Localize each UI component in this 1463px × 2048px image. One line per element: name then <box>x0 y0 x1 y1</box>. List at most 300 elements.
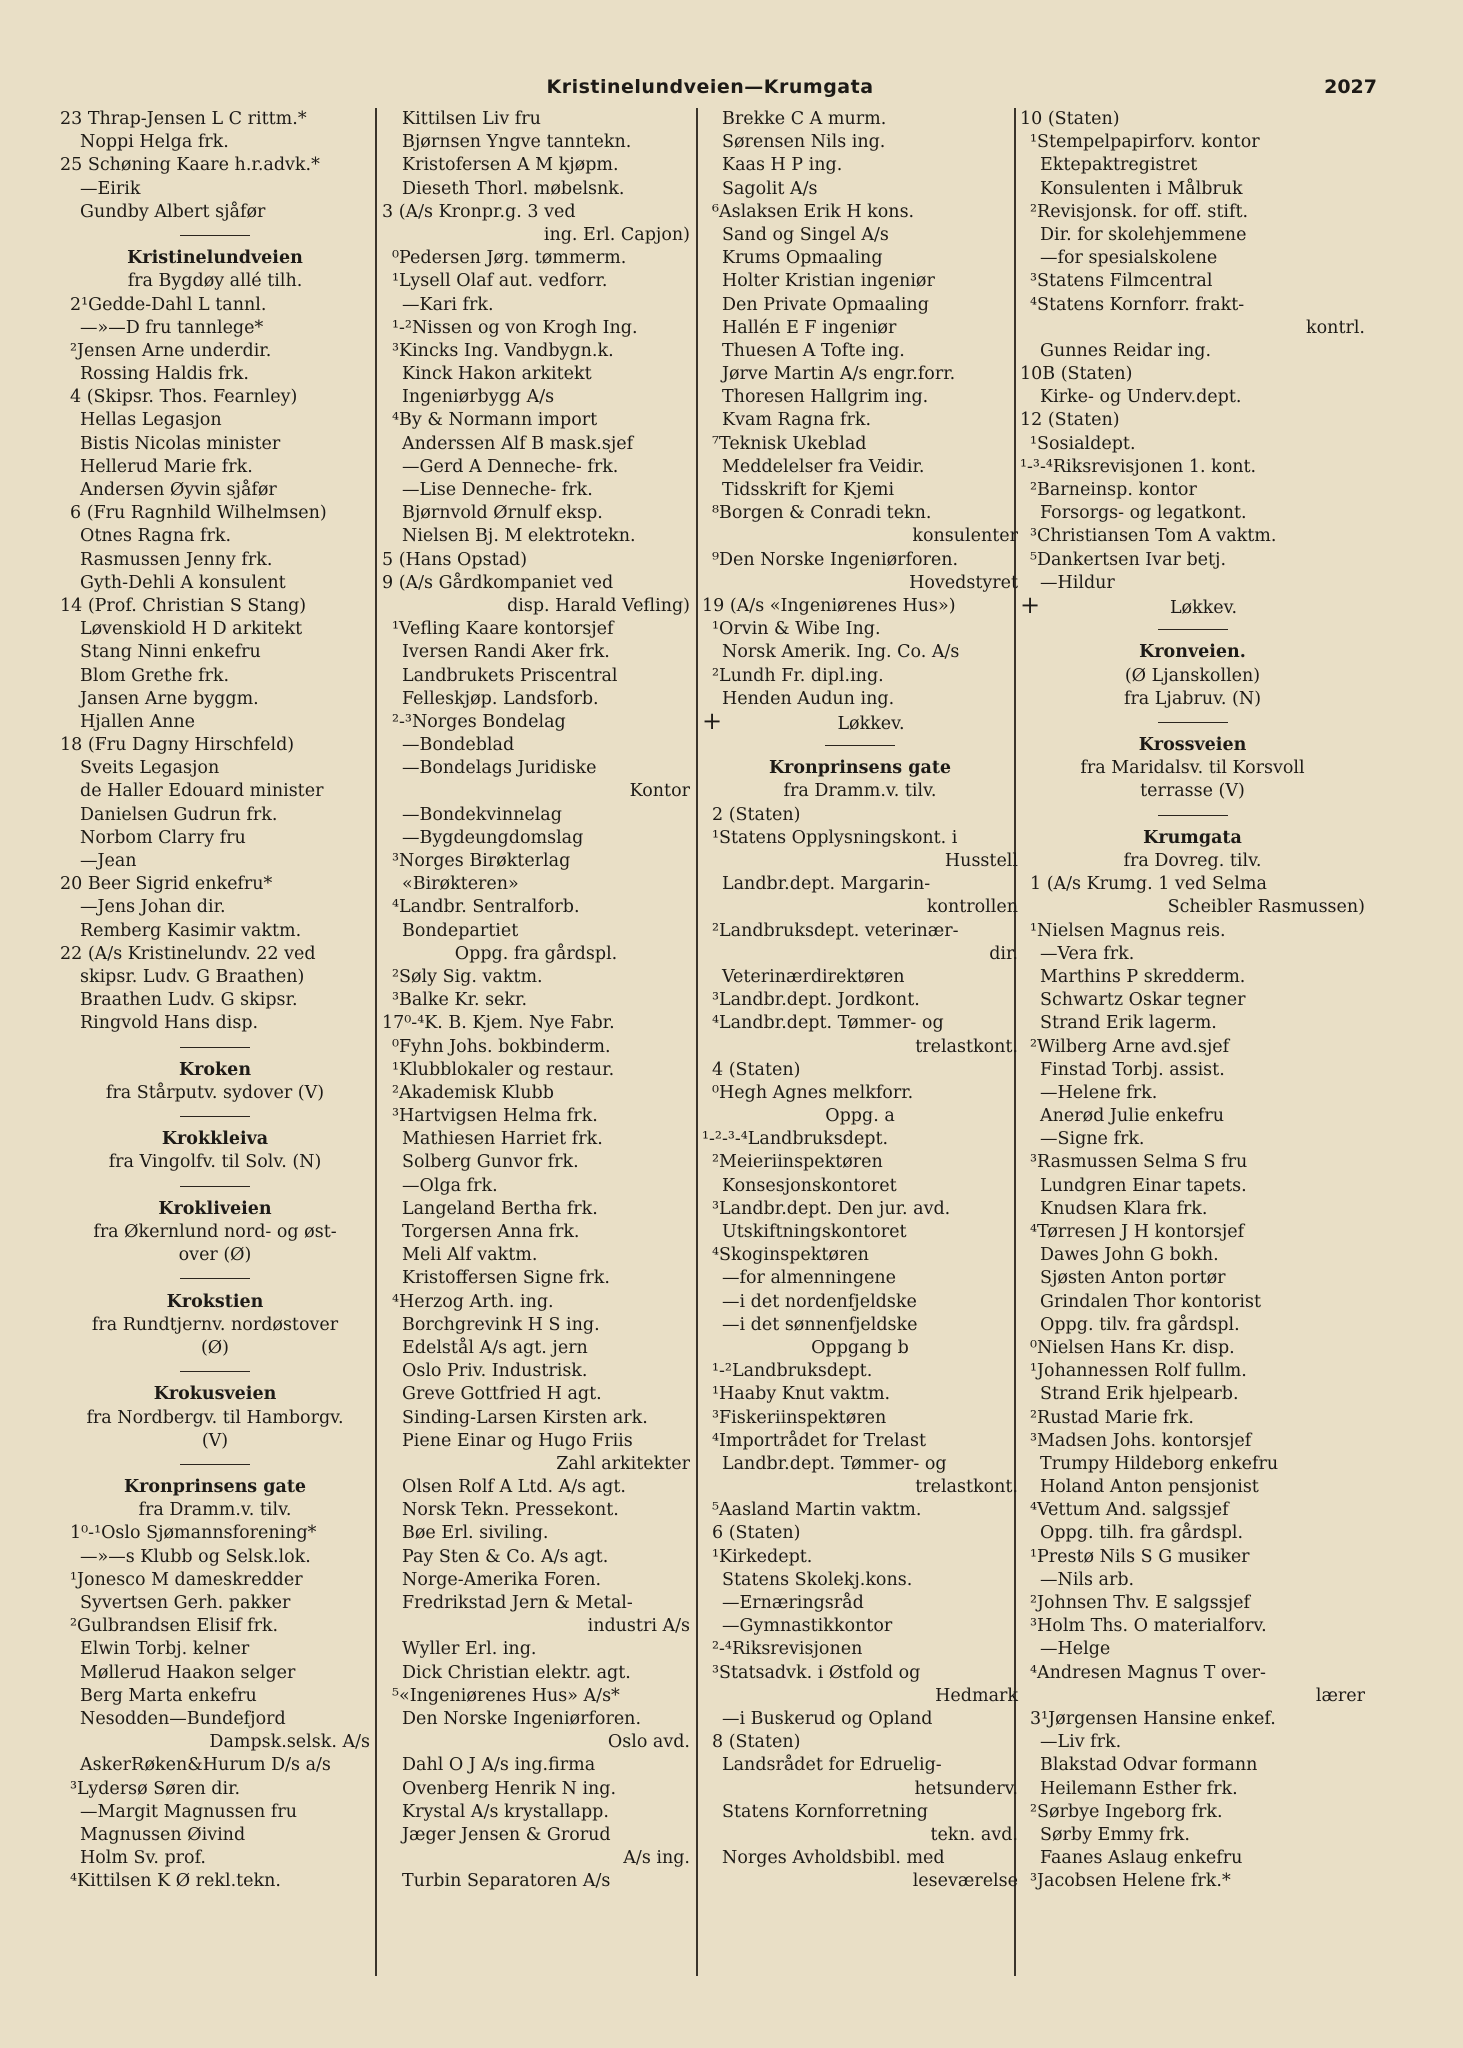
directory-entry: Henden Audun ing. <box>722 688 895 709</box>
directory-entry: —Helene frk. <box>1040 1082 1158 1103</box>
directory-entry: 1 (A/s Krumg. 1 ved Selma <box>1030 874 1267 895</box>
section-divider <box>1020 804 1365 827</box>
directory-entry: Dawes John G bokh. <box>1040 1245 1219 1266</box>
directory-entry: Sørensen Nils ing. <box>722 132 886 153</box>
directory-entry: —for almenningene <box>722 1268 897 1289</box>
directory-entry: —Olga frk. <box>402 1175 498 1196</box>
directory-entry: Grindalen Thor kontorist <box>1040 1291 1261 1312</box>
page-number: 2027 <box>1324 76 1377 98</box>
directory-entry: kontrl. <box>1306 317 1365 338</box>
directory-entry: ¹Stempelpapirforv. kontor <box>1030 132 1260 153</box>
directory-entry: Dampsk.selsk. A/s <box>209 1732 370 1753</box>
directory-entry: ³Holm Ths. O materialforv. <box>1030 1616 1267 1637</box>
directory-entry: Kirke- og Underv.dept. <box>1040 387 1242 408</box>
directory-column-2 <box>382 108 690 1893</box>
directory-entry: kontrollen <box>926 897 1018 918</box>
cross-marker-icon: + <box>702 706 723 735</box>
cross-marker-icon: + <box>1020 590 1041 619</box>
directory-entry: Noppi Helga frk. <box>80 132 229 153</box>
directory-entry: ³Jacobsen Helene frk.* <box>1030 1871 1231 1892</box>
directory-entry: fra Dramm.v. tilv. <box>783 781 937 802</box>
directory-entry: ⁶Aslaksen Erik H kons. <box>712 201 915 222</box>
directory-entry: Syvertsen Gerh. pakker <box>80 1593 291 1613</box>
directory-entry: ²Rustad Marie frk. <box>1030 1407 1194 1428</box>
directory-entry: ¹Vefling Kaare kontorsjef <box>392 619 614 640</box>
directory-entry: Lundgren Einar tapets. <box>1040 1175 1247 1196</box>
directory-entry: —i det nordenfjeldske <box>722 1291 917 1312</box>
directory-entry: Gundby Albert sjåfør <box>80 201 266 222</box>
directory-entry: Jæger Jensen & Grorud <box>402 1824 611 1845</box>
directory-entry: Krystal A/s krystallapp. <box>402 1801 609 1822</box>
directory-entry: Mathiesen Harriet frk. <box>402 1129 603 1150</box>
directory-entry: Bjørnsen Yngve tanntekn. <box>402 132 632 153</box>
directory-entry: Oppg. tilv. fra gårdspl. <box>1040 1314 1240 1335</box>
directory-entry: Landbr.dept. Margarin- <box>722 874 931 895</box>
directory-entry: Braathen Ludv. G skipsr. <box>80 990 298 1011</box>
directory-entry: Landsrådet for Edruelig- <box>722 1755 942 1776</box>
directory-entry: ⁰Nielsen Hans Kr. disp. <box>1030 1337 1235 1358</box>
directory-entry: Elwin Torbj. kelner <box>80 1639 250 1660</box>
directory-entry: Iversen Randi Aker frk. <box>402 642 610 663</box>
directory-entry: Dahl O J A/s ing.firma <box>402 1755 596 1776</box>
directory-entry: ⁴Andresen Magnus T over- <box>1030 1662 1266 1683</box>
section-divider <box>60 1453 370 1476</box>
directory-entry: Stang Ninni enkefru <box>80 642 261 663</box>
directory-entry: —Vera frk. <box>1040 943 1135 964</box>
directory-entry: ³Madsen Johs. kontorsjef <box>1030 1430 1252 1451</box>
directory-entry: ⁰Hegh Agnes melkforr. <box>712 1082 914 1103</box>
directory-entry: 23 Thrap-Jensen L C rittm.* <box>60 109 307 129</box>
directory-entry: ¹Nielsen Magnus reis. <box>1030 920 1226 941</box>
directory-entry: Norge-Amerika Foren. <box>402 1569 602 1590</box>
directory-entry: —for spesialskolene <box>1040 248 1218 269</box>
directory-entry: Magnussen Øivind <box>80 1824 246 1845</box>
directory-entry: 9 (A/s Gårdkompaniet ved <box>382 572 614 593</box>
directory-entry: ²Lundh Fr. dipl.ing. <box>712 665 884 686</box>
directory-entry: Gunnes Reidar ing. <box>1040 340 1212 361</box>
directory-entry: ¹Orvin & Wibe Ing. <box>712 619 881 640</box>
directory-entry: Strand Erik hjelpearb. <box>1040 1384 1239 1405</box>
directory-entry: Rossing Haldis frk. <box>80 364 249 385</box>
directory-entry: ¹Lysell Olaf aut. vedforr. <box>392 271 608 292</box>
directory-entry: ¹Klubblokaler og restaur. <box>392 1059 615 1080</box>
directory-entry: Remberg Kasimir vaktm. <box>80 920 302 941</box>
directory-entry: ²Jensen Arne underdir. <box>70 340 272 361</box>
street-heading: Kronprinsens gate <box>123 1477 307 1498</box>
directory-entry: ³Landbr.dept. Den jur. avd. <box>712 1198 951 1219</box>
directory-entry: ²-⁴Riksrevisjonen <box>712 1639 863 1660</box>
directory-entry: ⁴Herzog Arth. ing. <box>392 1291 554 1312</box>
directory-entry: 14 (Prof. Christian S Stang) <box>60 595 307 616</box>
directory-entry: 6 (Fru Ragnhild Wilhelmsen) <box>70 503 327 524</box>
directory-entry: 10 (Staten) <box>1020 109 1120 129</box>
directory-entry: ⁵Aasland Martin vaktm. <box>712 1500 922 1521</box>
directory-entry: «Birøkteren» <box>402 874 519 895</box>
directory-entry: 2¹Gedde-Dahl L tannl. <box>70 294 267 315</box>
directory-entry: Solberg Gunvor frk. <box>402 1152 579 1173</box>
directory-entry: fra Ljabruv. (N) <box>1123 688 1262 709</box>
directory-entry: ¹Statens Opplysningskont. i <box>712 827 958 848</box>
directory-entry: Veterinærdirektøren <box>722 966 905 987</box>
directory-entry: Langeland Bertha frk. <box>402 1198 598 1219</box>
directory-entry: fra Vingolfv. til Solv. (N) <box>108 1152 322 1173</box>
directory-entry: Pay Sten & Co. A/s agt. <box>402 1546 609 1567</box>
directory-entry: Norsk Tekn. Pressekont. <box>402 1500 619 1521</box>
directory-entry: ²Wilberg Arne avd.sjef <box>1030 1036 1230 1057</box>
directory-entry: 4 (Staten) <box>712 1059 801 1080</box>
directory-entry: Torgersen Anna frk. <box>402 1222 580 1242</box>
directory-entry: —Margit Magnussen fru <box>80 1801 297 1822</box>
directory-entry: fra Rundtjernv. nordøstover <box>91 1314 339 1335</box>
directory-entry: Kittilsen Liv fru <box>402 109 541 129</box>
directory-entry: Brekke C A murm. <box>722 109 887 129</box>
directory-entry: —Jens Johan dir. <box>80 897 226 918</box>
cross-street-name: Løkkev. <box>837 713 905 734</box>
column-divider <box>696 108 698 1976</box>
directory-entry: Bøe Erl. siviling. <box>402 1523 549 1544</box>
street-heading: Kroken <box>178 1059 252 1080</box>
directory-entry: Holter Kristian ingeniør <box>722 271 935 292</box>
directory-entry: Norsk Amerik. Ing. Co. A/s <box>722 642 960 663</box>
directory-entry: Meli Alf vaktm. <box>402 1245 538 1266</box>
directory-entry: Blakstad Odvar formann <box>1040 1755 1258 1776</box>
directory-entry: ⁴Landbr. Sentralforb. <box>392 897 580 918</box>
directory-entry: 10B (Staten) <box>1020 364 1133 385</box>
directory-entry: Husstell <box>944 851 1018 871</box>
directory-entry: Norges Avholdsbibl. med <box>722 1848 945 1869</box>
directory-entry: ³Christiansen Tom A vaktm. <box>1030 526 1277 547</box>
directory-entry: 6 (Staten) <box>712 1523 801 1544</box>
directory-entry: tekn. avd. <box>930 1824 1018 1845</box>
section-divider <box>702 734 1018 757</box>
directory-entry: Meddelelser fra Veidir. <box>722 456 925 477</box>
directory-entry: Andersen Øyvin sjåfør <box>80 480 277 500</box>
directory-entry: Borchgrevink H S ing. <box>402 1314 600 1335</box>
directory-entry: lærer <box>1315 1685 1365 1706</box>
directory-entry: ¹-²-³-⁴Landbruksdept. <box>702 1129 889 1150</box>
directory-entry: ¹-²Nissen og von Krogh Ing. <box>392 317 638 338</box>
directory-entry: Sjøsten Anton portør <box>1040 1268 1226 1289</box>
directory-entry: 22 (A/s Kristinelundv. 22 ved <box>60 943 316 964</box>
directory-entry: Dir. for skolehjemmene <box>1040 224 1247 245</box>
directory-entry: 8 (Staten) <box>712 1732 801 1753</box>
directory-entry: Oppg. fra gårdspl. <box>454 943 618 964</box>
street-heading: Kronveien. <box>1139 642 1246 663</box>
directory-entry: ³Statsadvk. i Østfold og <box>712 1662 921 1683</box>
directory-entry: Konsulenten i Målbruk <box>1040 178 1243 199</box>
directory-entry: Kaas H P ing. <box>722 155 843 176</box>
directory-entry: ⁵«Ingeniørenes Hus» A/s* <box>392 1685 620 1706</box>
section-divider <box>1020 711 1365 734</box>
directory-entry: Sinding-Larsen Kirsten ark. <box>402 1407 648 1428</box>
street-heading: Krokstien <box>166 1291 264 1312</box>
section-divider <box>60 224 370 247</box>
directory-entry: ⁴Kittilsen K Ø rekl.tekn. <box>70 1871 281 1892</box>
directory-entry: ²Revisjonsk. for off. stift. <box>1030 201 1249 222</box>
section-divider <box>60 1267 370 1290</box>
directory-entry: ³Kincks Ing. Vandbygn.k. <box>392 340 614 361</box>
directory-entry: ²Søly Sig. vaktm. <box>392 966 543 987</box>
directory-entry: ²Barneinsp. kontor <box>1030 480 1197 500</box>
directory-entry: ⁰Fyhn Johs. bokbinderm. <box>392 1036 611 1057</box>
directory-entry: Finstad Torbj. assist. <box>1040 1059 1225 1080</box>
directory-entry: ³Rasmussen Selma S fru <box>1030 1152 1248 1173</box>
directory-entry: ³Statens Filmcentral <box>1030 271 1213 292</box>
page-header-title: Kristinelundveien—Krumgata <box>546 76 874 98</box>
directory-entry: —Bygdeungdomslag <box>402 827 584 848</box>
directory-entry: dir. <box>989 943 1018 964</box>
directory-entry: Ringvold Hans disp. <box>80 1013 259 1034</box>
directory-entry: —i det sønnenfjeldske <box>722 1314 918 1335</box>
directory-entry: 3¹Jørgensen Hansine enkef. <box>1030 1708 1276 1729</box>
directory-entry: disp. Harald Vefling) <box>507 595 690 616</box>
directory-entry: 19 (A/s «Ingeniørenes Hus») <box>702 595 956 616</box>
directory-entry: —Helge <box>1040 1639 1111 1660</box>
directory-entry: Kvam Ragna frk. <box>722 410 872 431</box>
directory-entry: ²Meieriinspektøren <box>712 1152 883 1173</box>
directory-entry: Den Private Opmaaling <box>722 294 929 315</box>
directory-entry: ³Fiskeriinspektøren <box>712 1407 887 1428</box>
directory-entry: 20 Beer Sigrid enkefru* <box>60 874 273 895</box>
directory-column-4 <box>1020 108 1365 1893</box>
directory-entry: Landbr.dept. Tømmer- og <box>722 1453 947 1474</box>
directory-entry: —Bondekvinnelag <box>402 804 562 825</box>
directory-entry: —»—D fru tannlege* <box>80 317 264 338</box>
directory-entry: Berg Marta enkefru <box>80 1685 257 1706</box>
directory-entry: Felleskjøp. Landsforb. <box>402 688 599 709</box>
directory-entry: —i Buskerud og Opland <box>722 1708 933 1729</box>
directory-entry: Oslo avd. <box>607 1732 690 1753</box>
directory-entry: Oslo Priv. Industrisk. <box>402 1361 588 1382</box>
directory-entry: Anerød Julie enkefru <box>1040 1106 1225 1127</box>
street-heading: Krokliveien <box>158 1198 272 1219</box>
directory-entry: ¹Prestø Nils S G musiker <box>1030 1546 1250 1567</box>
directory-entry: Marthins P skredderm. <box>1040 966 1246 987</box>
directory-entry: fra Nordbergv. til Hamborgv. <box>86 1407 344 1428</box>
section-divider <box>60 1360 370 1383</box>
directory-entry: —Liv frk. <box>1040 1732 1122 1753</box>
directory-entry: Wyller Erl. ing. <box>402 1639 537 1660</box>
directory-entry: ¹Jonesco M dameskredder <box>70 1569 303 1590</box>
directory-entry: Løvenskiold H D arkitekt <box>80 619 303 640</box>
directory-entry: hetsunderv. <box>914 1778 1018 1799</box>
cross-street-name: Løkkev. <box>1169 597 1238 618</box>
directory-entry: —Lise Denneche- frk. <box>402 480 593 500</box>
directory-entry: —Bondeblad <box>402 735 515 756</box>
directory-entry: Strand Erik lagerm. <box>1040 1013 1217 1034</box>
directory-entry: —Nils arb. <box>1040 1569 1135 1590</box>
directory-entry: Nielsen Bj. M elektrotekn. <box>402 526 636 547</box>
directory-entry: 3 (A/s Kronpr.g. 3 ved <box>382 201 576 222</box>
directory-entry: —Signe frk. <box>1040 1129 1145 1150</box>
directory-entry: AskerRøken&Hurum D/s a/s <box>80 1755 331 1776</box>
directory-entry: Olsen Rolf A Ltd. A/s agt. <box>402 1477 626 1498</box>
directory-entry: Bondepartiet <box>402 920 519 941</box>
directory-entry: Otnes Ragna frk. <box>80 526 232 547</box>
directory-entry: Piene Einar og Hugo Friis <box>402 1430 633 1451</box>
directory-entry: ³Norges Birøkterlag <box>392 851 571 871</box>
directory-entry: ³Balke Kr. sekr. <box>392 990 528 1011</box>
directory-entry: Scheibler Rasmussen) <box>1167 897 1365 918</box>
directory-entry: Turbin Separatoren A/s <box>402 1871 611 1892</box>
section-divider <box>60 1175 370 1198</box>
directory-entry: Hallén E F ingeniør <box>722 317 897 338</box>
directory-entry: Hellerud Marie frk. <box>80 456 253 477</box>
directory-entry: Jørve Martin A/s engr.forr. <box>722 364 956 385</box>
directory-entry: Ektepaktregistret <box>1040 155 1198 176</box>
directory-entry: Sagolit A/s <box>722 178 818 199</box>
directory-entry: Sand og Singel A/s <box>722 224 889 245</box>
directory-column-3 <box>702 108 1018 1893</box>
directory-entry: Statens Skolekj.kons. <box>722 1569 913 1590</box>
directory-entry: Utskiftningskontoret <box>722 1222 907 1242</box>
directory-entry: —Kari frk. <box>402 294 494 315</box>
directory-entry: Ingeniørbygg A/s <box>402 387 555 408</box>
directory-entry: Heilemann Esther frk. <box>1040 1778 1238 1799</box>
directory-entry: Oppg. tilh. fra gårdspl. <box>1040 1523 1244 1544</box>
directory-entry: Ovenberg Henrik N ing. <box>402 1778 617 1799</box>
directory-entry: Hellas Legasjon <box>80 410 222 431</box>
directory-entry: fra Dramm.v. tilv. <box>138 1500 292 1521</box>
directory-entry: Hjallen Anne <box>80 711 196 732</box>
directory-entry: ¹Sosialdept. <box>1030 433 1136 454</box>
directory-entry: Schwartz Oskar tegner <box>1040 990 1246 1011</box>
directory-entry: Edelstål A/s agt. jern <box>402 1337 588 1358</box>
directory-entry: ⁴Statens Kornforr. frakt- <box>1030 294 1245 315</box>
street-heading: Kristinelundveien <box>127 248 303 269</box>
directory-entry: 5 (Hans Opstad) <box>382 549 528 570</box>
directory-entry: ²Akademisk Klubb <box>392 1082 554 1103</box>
directory-entry: Kristofersen A M kjøpm. <box>402 155 619 176</box>
directory-entry: 1⁰-¹Oslo Sjømannsforening* <box>70 1523 317 1544</box>
directory-entry: Zahl arkitekter <box>556 1453 690 1474</box>
section-divider <box>60 1105 370 1128</box>
directory-entry: Forsorgs- og legatkont. <box>1040 503 1247 524</box>
cross-street-line <box>702 706 1018 735</box>
directory-entry: ²Gulbrandsen Elisif frk. <box>70 1616 279 1637</box>
directory-entry: —Ernæringsråd <box>722 1593 864 1613</box>
directory-entry: ⁸Borgen & Conradi tekn. <box>712 503 932 524</box>
directory-entry: Statens Kornforretning <box>722 1801 928 1822</box>
directory-entry: Oppg. a <box>825 1106 895 1127</box>
directory-entry: Dick Christian elektr. agt. <box>402 1662 631 1683</box>
street-heading: Krumgata <box>1143 827 1242 848</box>
directory-entry: leseværelse <box>912 1871 1018 1892</box>
directory-entry: over (Ø) <box>178 1245 252 1266</box>
directory-entry: Thuesen A Tofte ing. <box>722 340 905 361</box>
directory-entry: Kontor <box>629 781 690 802</box>
section-divider <box>1020 618 1365 641</box>
directory-entry: Norbom Clarry fru <box>80 827 246 848</box>
directory-entry: fra Dovreg. tilv. <box>1123 851 1262 871</box>
directory-entry: fra Stårputv. sydover (V) <box>105 1082 325 1103</box>
directory-entry: ²Johnsen Thv. E salgssjef <box>1030 1593 1250 1613</box>
directory-column-1 <box>60 108 370 1893</box>
directory-entry: Anderssen Alf B mask.sjef <box>402 433 634 454</box>
directory-entry: ¹Johannessen Rolf fullm. <box>1030 1361 1247 1382</box>
directory-entry: ing. Erl. Capjon) <box>543 224 690 245</box>
directory-entry: Holm Sv. prof. <box>80 1848 206 1869</box>
directory-entry: ²Sørbye Ingeborg frk. <box>1030 1801 1223 1822</box>
directory-entry: fra Bygdøy allé tilh. <box>127 271 303 292</box>
directory-entry: —Eirik <box>80 178 141 199</box>
directory-entry: ⁴Vettum And. salgssjef <box>1030 1500 1229 1521</box>
directory-entry: (V) <box>201 1430 229 1451</box>
directory-entry: Bistis Nicolas minister <box>80 433 281 454</box>
directory-entry: 25 Schøning Kaare h.r.advk.* <box>60 155 320 176</box>
directory-entry: ³Hartvigsen Helma frk. <box>392 1106 598 1127</box>
directory-entry: konsulenter <box>912 526 1018 547</box>
directory-entry: Blom Grethe frk. <box>80 665 230 686</box>
directory-entry: Hovedstyret <box>909 572 1018 593</box>
directory-entry: —Gymnastikkontor <box>722 1616 893 1637</box>
directory-entry: —Gerd A Denneche- frk. <box>402 456 619 477</box>
directory-entry: ⁴Skoginspektøren <box>712 1245 869 1266</box>
directory-entry: Jansen Arne byggm. <box>80 688 259 709</box>
street-heading: Kronprinsens gate <box>768 758 952 779</box>
directory-entry: Knudsen Klara frk. <box>1040 1198 1208 1219</box>
directory-entry: Møllerud Haakon selger <box>80 1662 296 1683</box>
directory-entry: Rasmussen Jenny frk. <box>80 549 273 570</box>
directory-entry: Kinck Hakon arkitekt <box>402 364 592 385</box>
column-divider <box>375 108 377 1976</box>
directory-entry: Den Norske Ingeniørforen. <box>402 1708 642 1729</box>
directory-entry: Hedmark <box>935 1685 1018 1706</box>
directory-entry: Faanes Aslaug enkefru <box>1040 1848 1243 1869</box>
directory-entry: ³Lydersø Søren dir. <box>70 1778 241 1799</box>
directory-entry: ⁴By & Normann import <box>392 410 598 431</box>
street-heading: Krokusveien <box>153 1384 277 1405</box>
directory-entry: A/s ing. <box>623 1848 690 1869</box>
directory-entry: de Haller Edouard minister <box>80 781 324 802</box>
directory-entry: 18 (Fru Dagny Hirschfeld) <box>60 735 295 756</box>
directory-entry: Bjørnvold Ørnulf eksp. <box>402 503 603 524</box>
section-divider <box>60 1036 370 1059</box>
directory-entry: industri A/s <box>587 1616 690 1637</box>
directory-entry: Sveits Legasjon <box>80 758 220 779</box>
directory-entry: Greve Gottfried H agt. <box>402 1384 602 1405</box>
directory-entry: ¹Kirkedept. <box>712 1546 813 1567</box>
directory-entry: ⁷Teknisk Ukeblad <box>712 433 867 454</box>
directory-entry: ¹-³-⁴Riksrevisjonen 1. kont. <box>1020 456 1257 477</box>
directory-entry: ¹Haaby Knut vaktm. <box>712 1384 891 1405</box>
street-heading: Krokkleiva <box>161 1129 269 1150</box>
directory-entry: ²-³Norges Bondelag <box>392 711 566 732</box>
directory-entry: —»—s Klubb og Selsk.lok. <box>80 1546 311 1567</box>
directory-entry: ⁹Den Norske Ingeniørforen. <box>712 549 959 570</box>
street-heading: Krossveien <box>1138 735 1247 756</box>
directory-entry: fra Maridalsv. til Korsvoll <box>1080 758 1305 779</box>
directory-entry: —Hildur <box>1040 572 1115 593</box>
directory-entry: Holand Anton pensjonist <box>1040 1477 1259 1498</box>
directory-entry: Landbrukets Priscentral <box>402 665 618 686</box>
directory-entry: —Bondelags Juridiske <box>402 758 597 779</box>
directory-entry: ⁵Dankertsen Ivar betj. <box>1030 549 1227 570</box>
directory-entry: trelastkont. <box>915 1477 1018 1498</box>
directory-entry: Oppgang b <box>811 1337 909 1358</box>
directory-entry: skipsr. Ludv. G Braathen) <box>80 966 305 987</box>
directory-entry: (Ø) <box>200 1337 229 1358</box>
directory-entry: Nesodden—Bundefjord <box>80 1708 286 1729</box>
directory-entry: 2 (Staten) <box>712 804 801 825</box>
directory-entry: 4 (Skipsr. Thos. Fearnley) <box>70 387 298 408</box>
directory-entry: ⁰Pedersen Jørg. tømmerm. <box>392 248 627 269</box>
directory-entry: Gyth-Dehli A konsulent <box>80 572 286 593</box>
directory-entry: Konsesjonskontoret <box>722 1175 897 1196</box>
directory-entry: fra Økernlund nord- og øst- <box>93 1222 337 1242</box>
directory-entry: Danielsen Gudrun frk. <box>80 804 278 825</box>
directory-entry: ⁴Importrådet for Trelast <box>712 1430 926 1451</box>
